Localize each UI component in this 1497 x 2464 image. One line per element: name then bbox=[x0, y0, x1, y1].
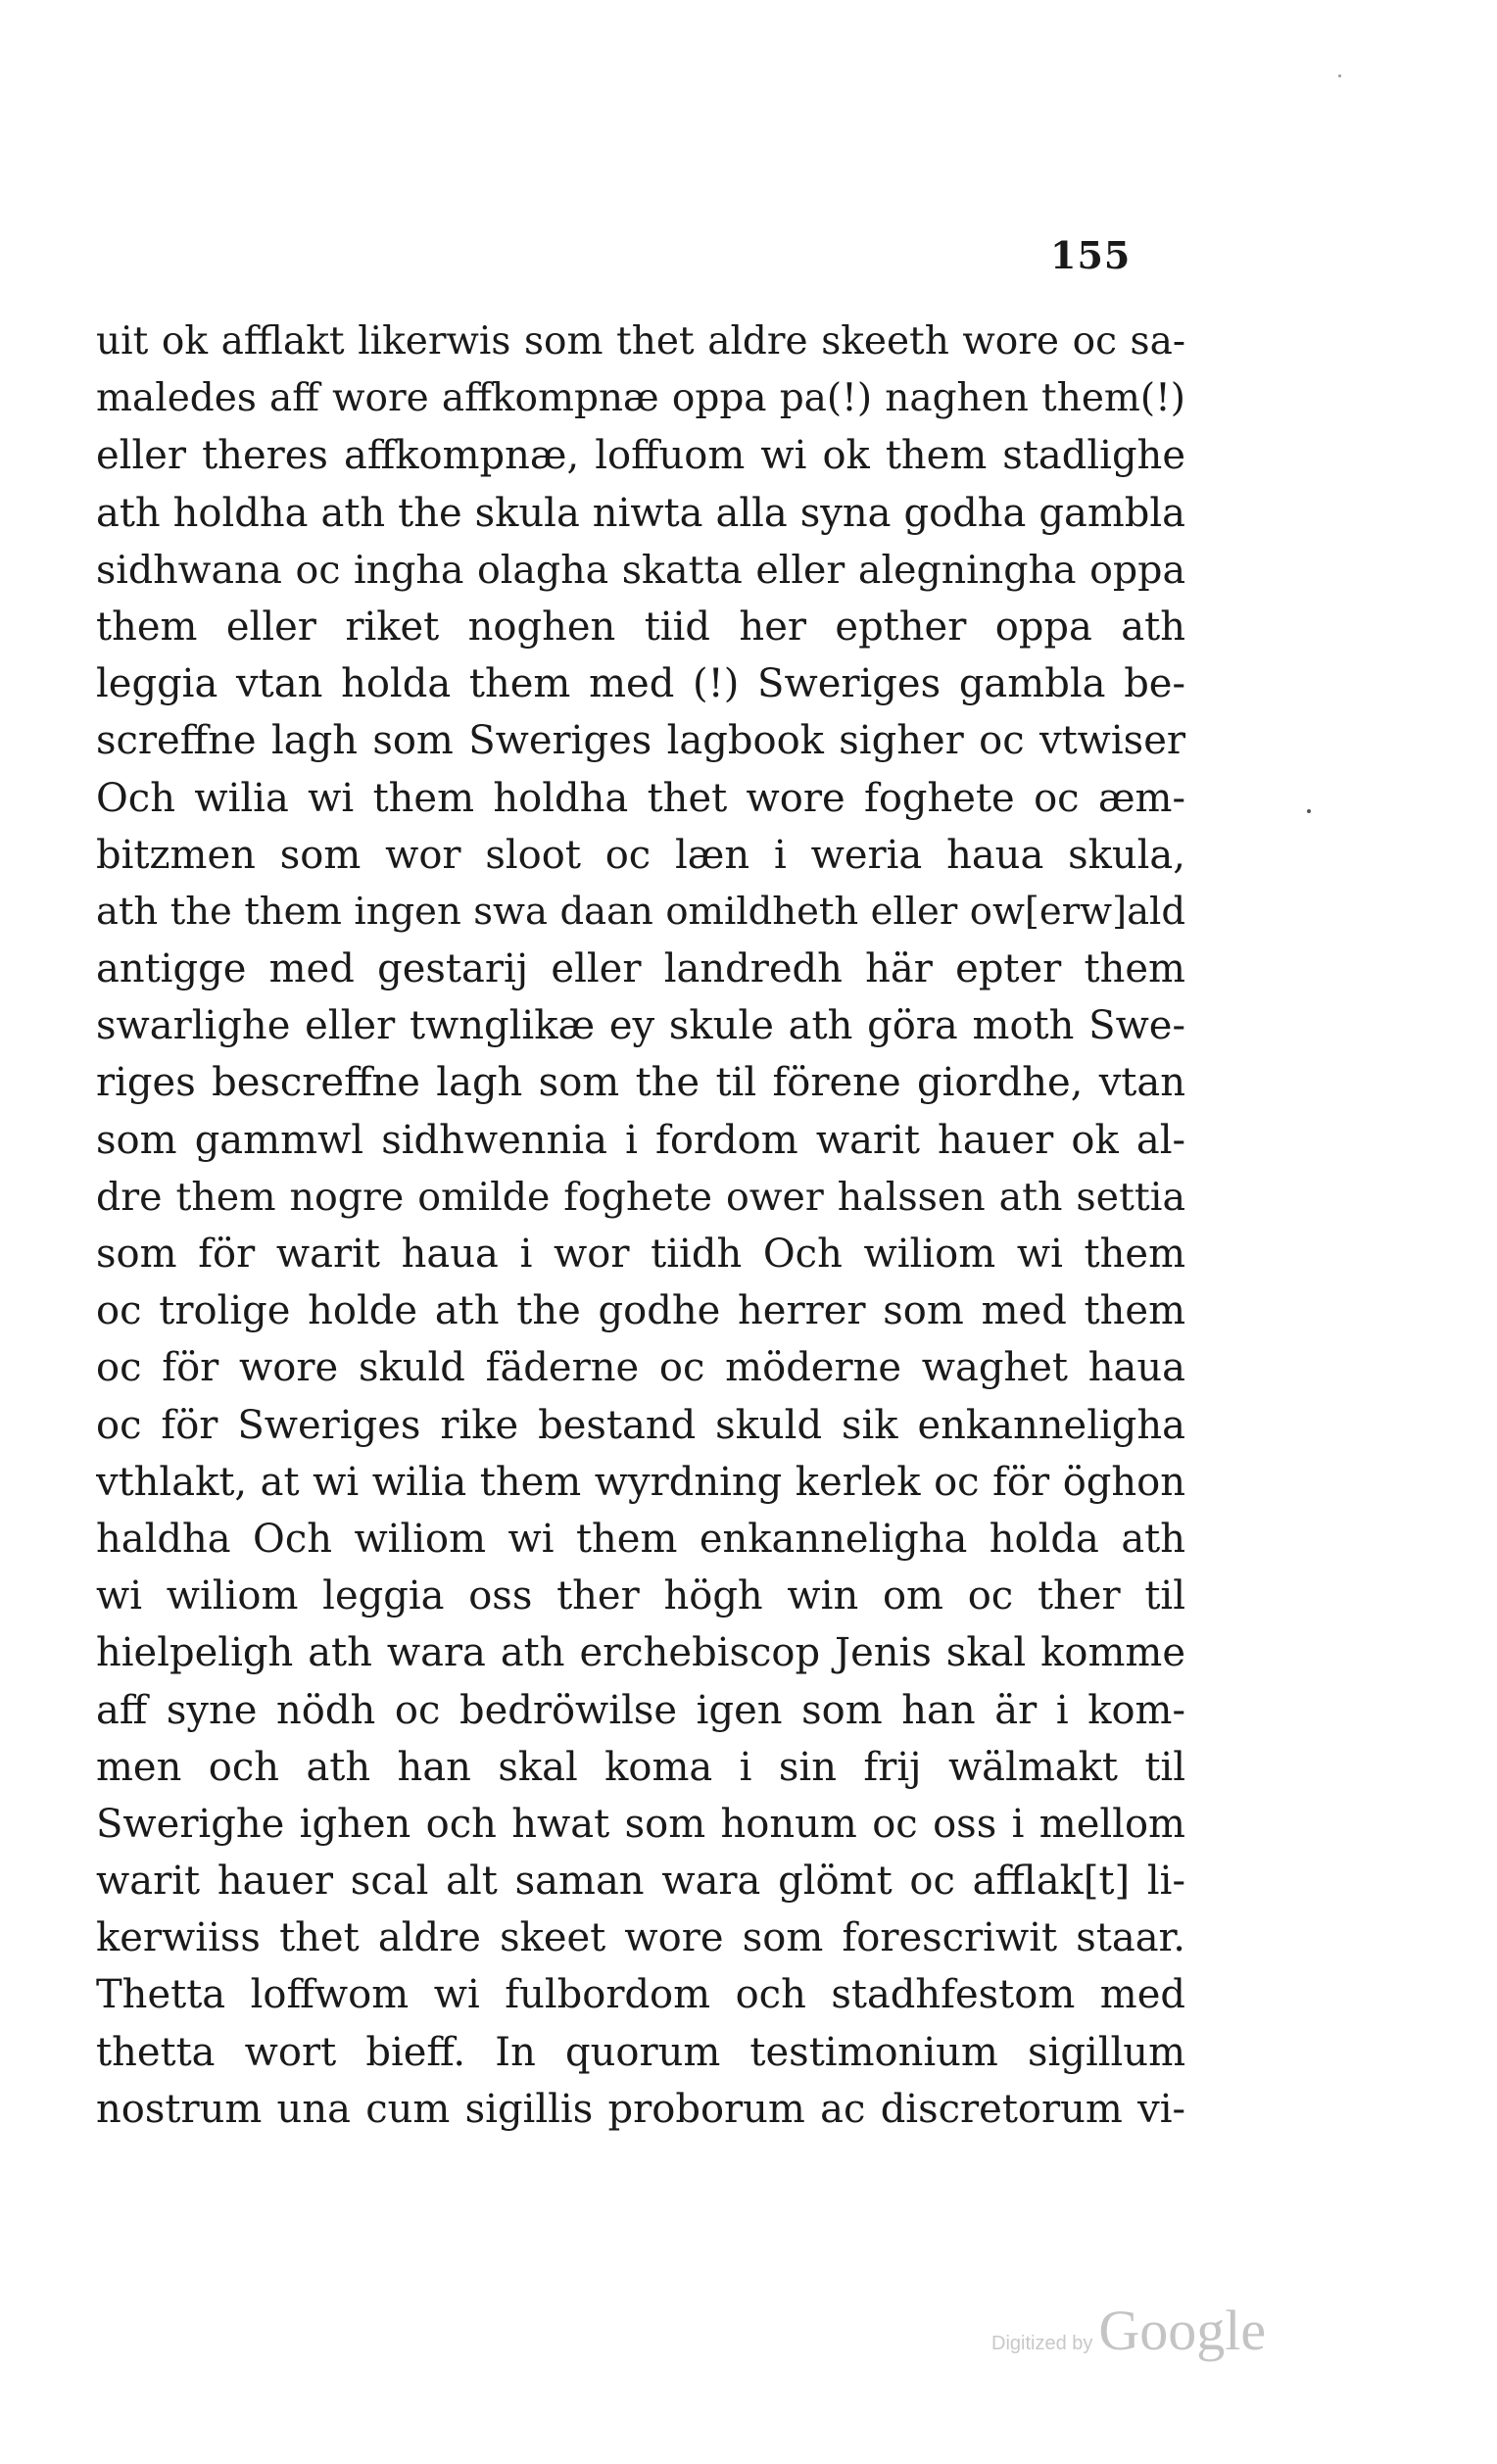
text-line: ath the them ingen swa daan omildheth eller ow[erw]ald bbox=[96, 889, 1185, 934]
page-number: 155 bbox=[1050, 233, 1132, 277]
google-logo: Google bbox=[1098, 2298, 1267, 2362]
text-line: uit ok afflakt likerwis som thet aldre skeeth wore oc sa- bbox=[96, 319, 1185, 363]
text-line: wi wiliom leggia oss ther högh win om oc ther til bbox=[96, 1573, 1185, 1619]
text-line: haldha Och wiliom wi them enkanneligha holda ath bbox=[96, 1516, 1185, 1562]
margin-speck bbox=[1307, 809, 1311, 813]
text-line: screffne lagh som Sweriges lagbook sigher oc vtwiser bbox=[96, 718, 1185, 764]
text-line: antigge med gestarij eller landredh här epter them bbox=[96, 946, 1185, 992]
text-line: swarlighe eller twnglikæ ey skule ath göra moth Swe- bbox=[96, 1003, 1185, 1049]
text-line: kerwiiss thet aldre skeet wore som forescriwit staar. bbox=[96, 1915, 1185, 1961]
text-line: Swerighe ighen och hwat som honum oc oss i mellom bbox=[96, 1801, 1185, 1847]
digitized-by-watermark bbox=[991, 2297, 1266, 2363]
text-line: hielpeligh ath wara ath erchebiscop Jenis skal komme bbox=[96, 1630, 1185, 1676]
text-line: them eller riket noghen tiid her epther oppa ath bbox=[96, 604, 1185, 650]
text-line: oc för wore skuld fäderne oc möderne waghet haua bbox=[96, 1345, 1185, 1391]
text-line: maledes aff wore affkompnæ oppa pa(!) naghen them(!) bbox=[96, 376, 1185, 421]
text-line: som för warit haua i wor tiidh Och wiliom wi them bbox=[96, 1232, 1185, 1277]
margin-speck bbox=[1338, 74, 1341, 77]
text-line: Och wilia wi them holdha thet wore foghete oc æm- bbox=[96, 775, 1185, 821]
text-line: eller theres affkompnæ, loffuom wi ok them stadlighe bbox=[96, 433, 1185, 479]
text-line: Thetta loffwom wi fulbordom och stadhfestom med bbox=[96, 1972, 1185, 2018]
text-line: vthlakt, at wi wilia them wyrdning kerlek oc för öghon bbox=[96, 1459, 1185, 1505]
text-line: riges bescreffne lagh som the til förene giordhe, vtan bbox=[96, 1060, 1185, 1106]
text-line: dre them nogre omilde foghete ower halssen ath settia bbox=[96, 1174, 1185, 1220]
text-line: warit hauer scal alt saman wara glömt oc afflak[t] li- bbox=[96, 1859, 1185, 1905]
digitized-label: Digitized by bbox=[991, 2333, 1093, 2354]
text-line: oc trolige holde ath the godhe herrer som med them bbox=[96, 1288, 1185, 1334]
text-line: som gammwl sidhwennia i fordom warit hauer ok al- bbox=[96, 1117, 1185, 1163]
text-line: ath holdha ath the skula niwta alla syna godha gambla bbox=[96, 490, 1185, 536]
text-line: bitzmen som wor sloot oc læn i weria haua skula, bbox=[96, 832, 1185, 878]
text-line: aff syne nödh oc bedröwilse igen som han är i kom- bbox=[96, 1687, 1185, 1733]
text-line: men och ath han skal koma i sin frij wälmakt til bbox=[96, 1744, 1185, 1790]
text-line: sidhwana oc ingha olagha skatta eller alegningha oppa bbox=[96, 547, 1185, 593]
text-line: oc för Sweriges rike bestand skuld sik enkanneligha bbox=[96, 1402, 1185, 1448]
text-line: leggia vtan holda them med (!) Sweriges gambla be- bbox=[96, 661, 1185, 707]
text-line: nostrum una cum sigillis proborum ac discretorum vi- bbox=[96, 2086, 1185, 2132]
body-text bbox=[96, 314, 1185, 2138]
text-line: thetta wort bieff. In quorum testimonium sigillum bbox=[96, 2029, 1185, 2075]
